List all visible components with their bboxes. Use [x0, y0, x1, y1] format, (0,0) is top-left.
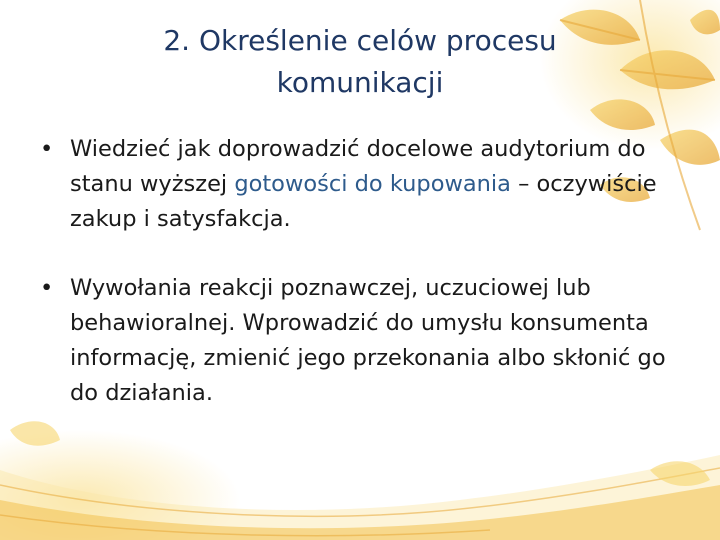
bullet-symbol: •: [40, 275, 54, 301]
bullet-2-text: Wywołania reakcji poznawczej, uczuciowej lub behawioralnej. Wprowadzić do umysłu konsumenta informację, zmienić jego przekonania albo skłonić go do działania.: [70, 275, 666, 406]
bullet-1-text-end: – oczywiście zakup i satysfakcja.: [70, 171, 657, 232]
bullet-1-text-start: Wiedzieć jak doprowadzić docelowe audytorium do stanu wyższej: [70, 136, 646, 197]
title-line-1: 2. Określenie celów procesu: [163, 24, 557, 57]
bullet-item-2: [40, 271, 690, 411]
bullet-list: [40, 132, 690, 411]
bullet-1-highlight: gotowości do kupowania: [234, 171, 511, 197]
bullet-symbol: •: [40, 136, 54, 162]
title-line-2: komunikacji: [276, 66, 444, 99]
bullet-item-1: [40, 132, 690, 237]
slide-title: [90, 20, 630, 104]
